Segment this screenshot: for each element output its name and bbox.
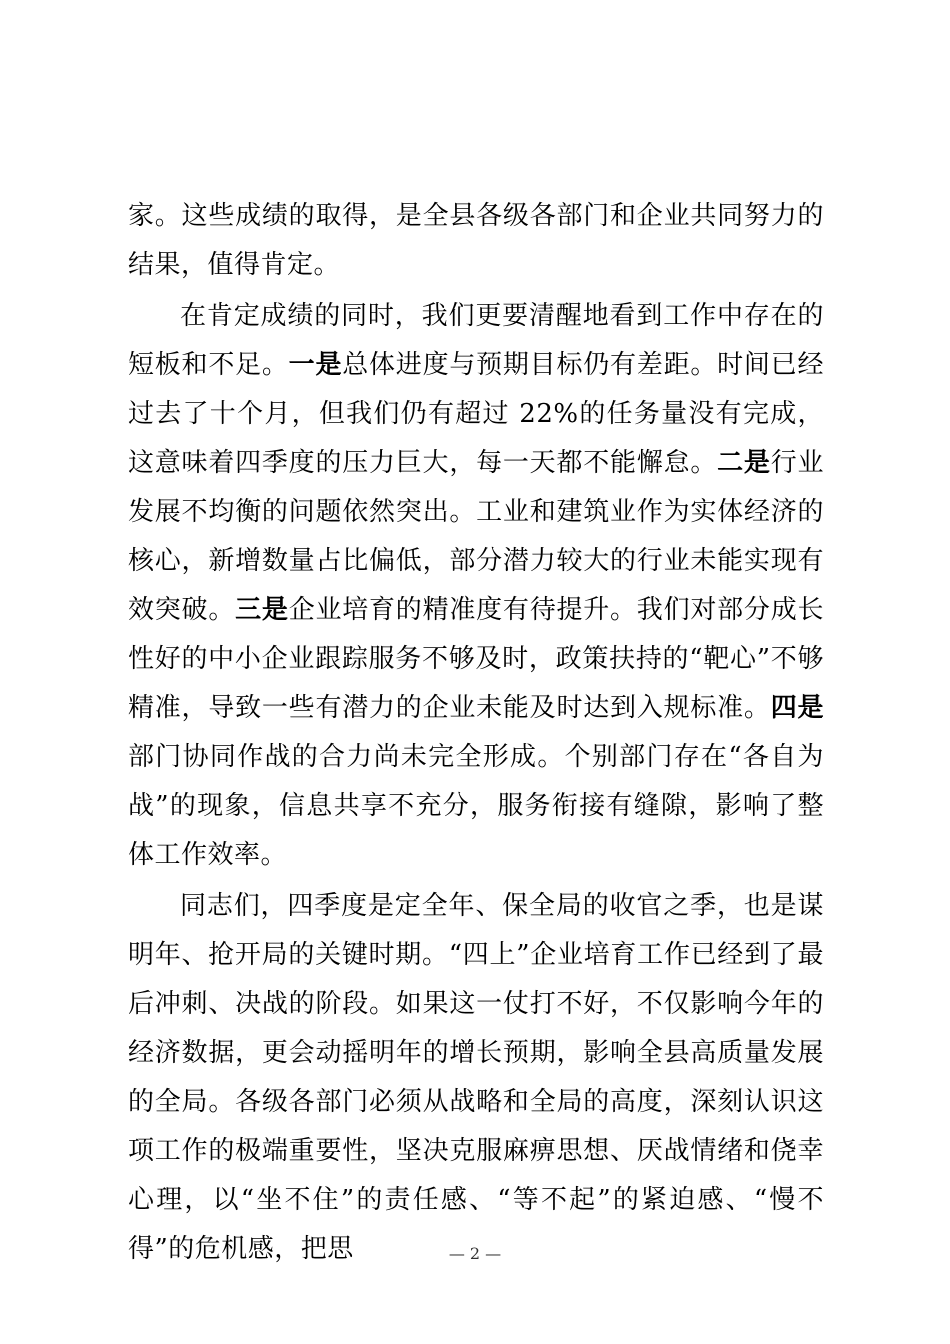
point-label-3: 三是 <box>235 595 289 625</box>
point-label-1: 一是 <box>288 350 343 380</box>
point-label-2: 二是 <box>717 448 771 478</box>
paragraph-2: 在肯定成绩的同时，我们更要清醒地看到工作中存在的短板和不足。一是总体进度与预期目标仍有差距。时间已经过去了十个月，但我们仍有超过 22%的任务量没有完成，这意味着四季度的压力巨大，每一天都不能懈怠。二是行业发展不均衡的问题依然突出。工业和建筑业作为实体经济的核心，新增数量占比偏低，部分潜力较大的行业未能实现有效突破。三是企业培育的精准度有待提升。我们对部分成长性好的中小企业跟踪服务不够及时，政策扶持的“靶心”不够精准，导致一些有潜力的企业未能及时达到入规标准。四是部门协同作战的合力尚未完全形成。个别部门存在“各自为战”的现象，信息共享不充分，服务衔接有缝隙，影响了整体工作效率。 <box>128 301 824 870</box>
paragraph-1: 家。这些成绩的取得，是全县各级各部门和企业共同努力的结果，值得肯定。 <box>128 201 824 280</box>
page-number: — 2 — <box>448 1244 502 1263</box>
paragraph-3: 同志们，四季度是定全年、保全局的收官之季，也是谋明年、抢开局的关键时期。“四上”企业培育工作已经到了最后冲刺、决战的阶段。如果这一仗打不好，不仅影响今年的经济数据，更会动摇明年的增长预期，影响全县高质量发展的全局。各级各部门必须从战略和全局的高度，深刻认识这项工作的极端重要性，坚决克服麻痹思想、厌战情绪和侥幸心理，以“坐不住”的责任感、“等不起”的紧迫感、“慢不得”的危机感，把思 <box>128 891 824 1264</box>
body-text <box>128 192 824 1276</box>
point-label-4: 四是 <box>770 693 824 723</box>
